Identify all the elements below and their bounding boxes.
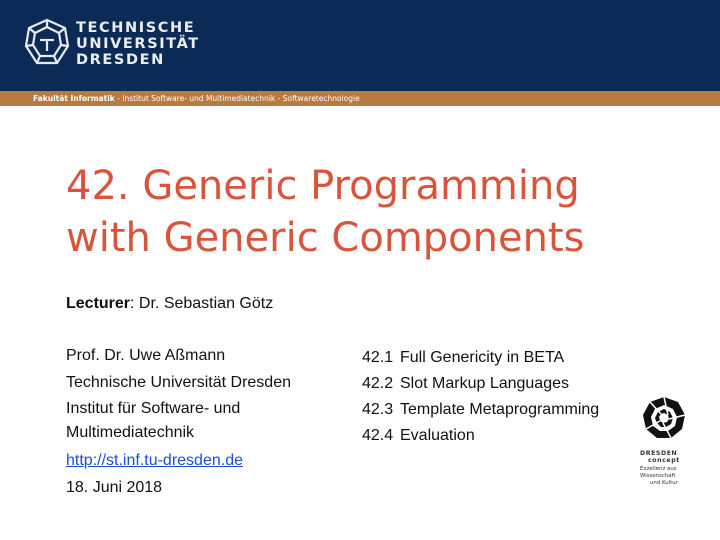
toc-label: Template Metaprogramming [400, 401, 600, 418]
dresden-concept-line-1: DRESDEN [640, 450, 678, 457]
dresden-concept-logo [640, 396, 692, 487]
toc-number: 42.4 [362, 427, 394, 444]
slide-title-line-2: with Generic Components [66, 215, 585, 261]
dresden-concept-line-5: und Kultur [650, 480, 678, 486]
lecturer-label: Lecturer [66, 295, 131, 312]
website-link[interactable]: http://st.inf.tu-dresden.de [66, 452, 243, 469]
logo-line-1: TECHNISCHE [76, 20, 196, 36]
author-name: Prof. Dr. Uwe Aßmann [66, 347, 226, 364]
author-institute-line-2: Multimediatechnik [66, 424, 195, 441]
toc-item [362, 427, 475, 445]
toc-number: 42.1 [362, 349, 394, 366]
breadcrumb-separator: - [275, 94, 283, 103]
lecturer-name: : Dr. Sebastian Götz [130, 295, 274, 312]
breadcrumb-institute: Institut Software- und Multimediatechnik [122, 94, 276, 103]
dresden-concept-text [640, 450, 692, 487]
dresden-concept-line-4: Wissenschaft [640, 473, 676, 479]
toc-item [362, 349, 564, 367]
logo-line-3: DRESDEN [76, 52, 165, 68]
dresden-concept-logo-icon [642, 396, 686, 440]
tu-dresden-logo-icon [24, 18, 70, 68]
author-university: Technische Universität Dresden [66, 374, 291, 391]
breadcrumb-separator: - [114, 94, 123, 103]
dresden-concept-line-3: Exzellenz aus [640, 466, 677, 472]
author-institute-line-1: Institut für Software- und [66, 400, 241, 417]
slide-title [66, 160, 706, 264]
toc-number: 42.2 [362, 375, 394, 392]
slide-title-line-1: 42. Generic Programming [66, 163, 580, 209]
toc-label: Full Genericity in BETA [400, 349, 565, 366]
toc-item [362, 375, 569, 393]
logo-line-2: UNIVERSITÄT [76, 36, 200, 52]
date: 18. Juni 2018 [66, 479, 163, 496]
tu-dresden-logo [24, 18, 200, 68]
lecturer-line [66, 295, 273, 313]
dresden-concept-line-2: concept [648, 457, 680, 464]
breadcrumb-chair: Softwaretechnologie [282, 94, 360, 103]
toc-number: 42.3 [362, 401, 394, 418]
toc-label: Slot Markup Languages [400, 375, 569, 392]
breadcrumb [0, 91, 720, 106]
breadcrumb-faculty: Fakultät Informatik [33, 94, 115, 103]
toc-label: Evaluation [400, 427, 475, 444]
toc-item [362, 401, 599, 419]
header-bar [0, 0, 720, 91]
logo-text [76, 20, 200, 68]
